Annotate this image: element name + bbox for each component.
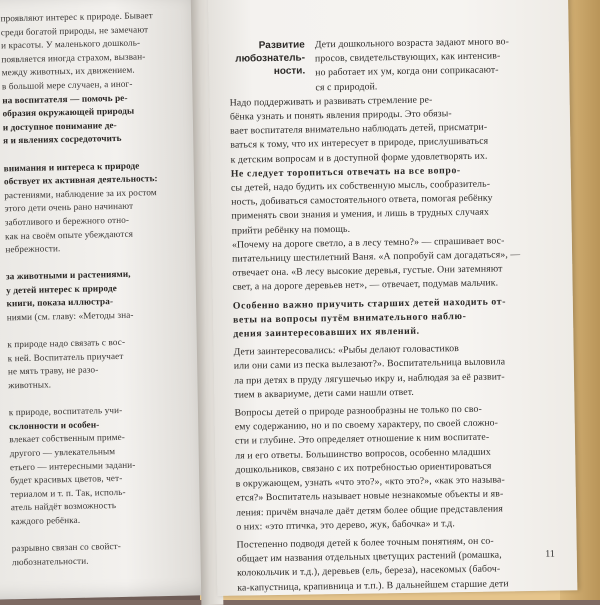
left-text-line: у детей интерес к природе xyxy=(6,282,117,296)
right-text-line: ему содержанию, но и по своему характеру, по своей сложно- xyxy=(234,417,499,433)
left-text-line: етьего — интересными задани- xyxy=(9,459,136,472)
left-text-line: небрежности. xyxy=(5,243,61,255)
left-text-line: появляется иногда страхом, вызван- xyxy=(1,51,146,65)
right-text-line: или они сами из песка вылезают?». Воспитательница выловила xyxy=(233,356,506,373)
right-text-line: ля и его ответы. Большинство вопросов, особенно младших xyxy=(235,446,491,462)
left-page-text xyxy=(0,9,187,570)
left-text-line: и доступное понимание де- xyxy=(2,119,117,133)
left-text-line: к природе, воспитатель учи- xyxy=(8,405,123,418)
left-text-line: внимания и интереса к природе xyxy=(3,160,140,173)
left-text-line: влекает собственным приме- xyxy=(9,432,126,445)
left-text-line: животных. xyxy=(8,379,52,391)
left-text-line: любознательности. xyxy=(11,555,89,568)
left-text-line: и красоты. У маленького дошколь- xyxy=(1,37,141,51)
left-text-line: склонности и особен- xyxy=(8,419,100,432)
right-text-line: Вопросы детей о природе разнообразны не только по сво- xyxy=(234,403,482,419)
left-text-line: как на своём опыте убеждаются xyxy=(4,228,134,241)
right-text-line: ность, добиваться самостоятельного ответа, помогая ребёнку xyxy=(231,192,493,208)
side-heading: Развитие любознатель-ности. xyxy=(235,39,306,77)
right-page-text xyxy=(229,35,560,596)
left-text-line: за животными и растениями, xyxy=(5,269,131,282)
left-text-line: в большой мере случаен, а иног- xyxy=(1,78,133,92)
right-text-line: но работает их ум, когда они соприкасают- xyxy=(315,64,499,79)
left-text-line: ниями (см. главу: «Методы зна- xyxy=(6,309,134,323)
right-text-line: Надо поддерживать и развивать стремление ре- xyxy=(229,94,433,109)
right-text-line: веты на вопросы путём внимательного наблю- xyxy=(233,310,467,326)
right-text-line: ления: причём вначале даёт детям более общие представления xyxy=(236,502,504,519)
right-text-line: ваться к тому, что их интересует в природе, прислушиваться xyxy=(230,136,489,152)
left-text-line: териалом и т. п. Так, исполь- xyxy=(10,486,126,500)
right-text-line: бёнка узнать и понять явления природы. Это обязы- xyxy=(229,108,452,123)
right-text-line: ся с природой. xyxy=(315,80,378,93)
left-text-line: между животных, их движением. xyxy=(1,64,135,78)
right-page xyxy=(208,0,577,596)
left-text-line: к ней. Воспитатель приучает xyxy=(7,350,124,364)
right-text-line: вает воспитателя внимательно наблюдать детей, присматри- xyxy=(230,121,488,137)
right-text-line: «Почему на дороге светло, а в лесу темно?» — спрашивает вос- xyxy=(231,235,505,251)
left-text-line: разрывно связан со свойст- xyxy=(11,541,121,554)
left-text-line: атель найдёт возможность xyxy=(10,500,117,513)
right-text-line: сы детей, надо будить их собственную мысль, сообразитель- xyxy=(230,178,491,194)
right-text-line: Дети дошкольного возраста задают много во- xyxy=(314,36,510,51)
right-text-line: свет, а на дороге деревьев нет», — отвечает, подумав мальчик. xyxy=(232,277,499,294)
left-text-line: на воспитателя — помочь ре- xyxy=(2,92,128,105)
right-text-line: ется?» Воспитатель называет новые незнакомые объекты и яв- xyxy=(235,488,504,504)
left-text-line: заботливого и бережного отно- xyxy=(4,214,130,228)
right-text-line: в окружающем, узнать «что это?», «кто это?», «как это называ- xyxy=(235,474,505,490)
right-text-line: дения заинтересовавших их явлений. xyxy=(233,325,420,340)
right-text-line: применять свои знания и умения, и лишь в трудных случаях xyxy=(231,207,490,223)
right-text-line: просов, свидетельствующих, как интенсив- xyxy=(314,50,501,65)
right-text-line: колокольчик и т.д.), деревьев (ель, береза), насекомых (бабоч- xyxy=(236,563,501,579)
left-text-line: растениями, наблюдение за их ростом xyxy=(4,186,157,201)
right-text-line: Особенно важно приучить старших детей находить от- xyxy=(232,296,507,312)
left-text-line: обствует их активная деятельность: xyxy=(3,173,158,187)
page-number: 11 xyxy=(545,548,555,560)
right-text-line: ла при детях в пруду лягушечью икру и, наблюдая за её развит- xyxy=(233,371,505,387)
right-text-line: общает им названия отдельных цветущих растений (ромашка, xyxy=(236,549,502,565)
left-text-line: к природе надо связать с вос- xyxy=(7,337,126,350)
right-text-line: к детским вопросам и в доступной форме удовлетворять их. xyxy=(230,150,488,166)
right-text-line: Постепенно подводя детей к более точным понятиям, он со- xyxy=(236,535,494,551)
right-text-line: сти и глубине. Это определяет отношение к ним воспитате- xyxy=(234,432,490,448)
left-text-line: этого дети очень рано начинают xyxy=(4,200,134,214)
left-text-line: проявляют интерес к природе. Бывает xyxy=(0,10,153,24)
right-text-line: тием в аквариуме, дети сами нашли ответ. xyxy=(234,386,414,401)
right-text-line: ка-капустница, крапивница и т.п.). В дальнейшем старшие дети xyxy=(237,577,509,594)
right-text-line: дошкольников, связано с их потребностью ориентироваться xyxy=(235,460,492,476)
left-text-line: среди богатой природы, не замечают xyxy=(0,23,149,37)
left-page xyxy=(0,0,223,600)
left-text-line: каждого ребёнка. xyxy=(10,514,81,527)
left-text-line: не мять траву, не разо- xyxy=(7,364,99,377)
right-text-line: о них: «это птичка, это дерево, жук, бабочка» и т.д. xyxy=(236,517,455,533)
left-text-line: образия окружающей природы xyxy=(2,105,135,119)
left-text-line: другого — увлекательным xyxy=(9,446,116,459)
right-text-line: прийти ребёнку на помощь. xyxy=(231,223,351,237)
right-text-line: питательницу шестилетний Ваня. «А попробуй сам догадаться», — xyxy=(232,249,521,265)
left-text-line: я и явлениях сосредоточить xyxy=(3,133,122,146)
left-text-line: будет красивых цветов, чет- xyxy=(10,473,123,486)
right-text-line: Не следует торопиться отвечать на все вопро- xyxy=(230,164,461,180)
left-text-line: книги, показа иллюстра- xyxy=(6,296,114,309)
right-text-line: отвечает она. «В лесу высокие деревья, густые. Они затемняют xyxy=(232,263,503,279)
right-text-line: Дети заинтересовались: «Рыбы делают головастиков xyxy=(233,343,459,358)
